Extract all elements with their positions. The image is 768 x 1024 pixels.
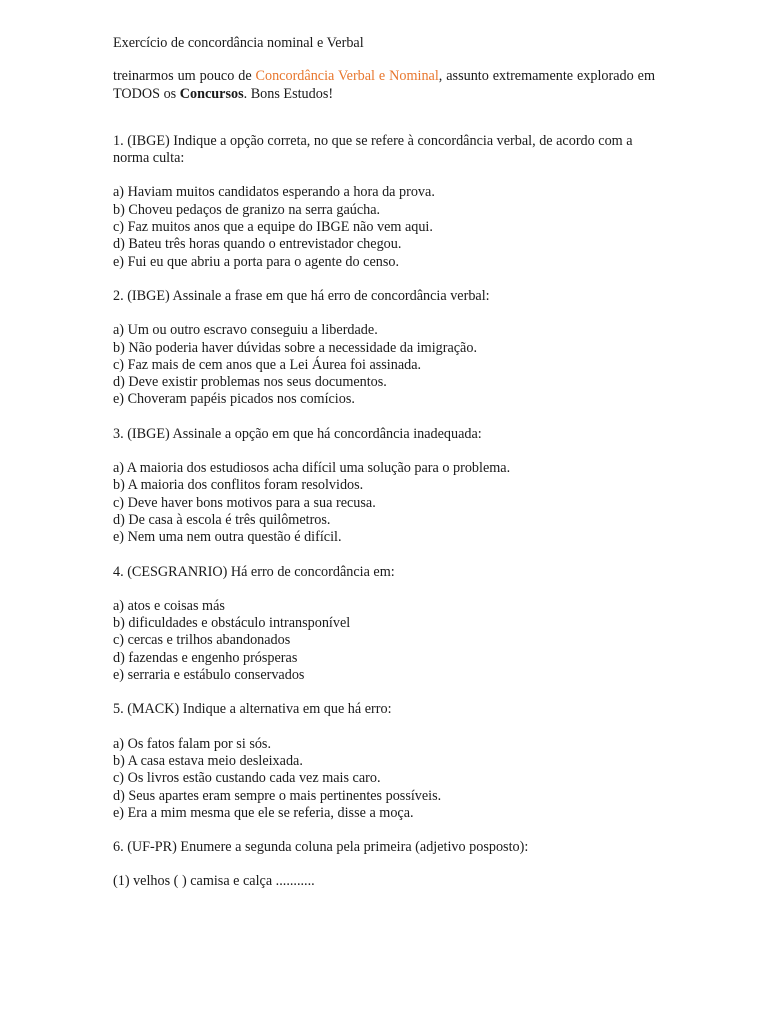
answer-option: (1) velhos ( ) camisa e calça ........... — [113, 873, 315, 890]
question-4 — [113, 564, 655, 685]
answer-option: b) Choveu pedaços de granizo na serra gaúcha. — [113, 201, 381, 218]
answer-option: a) Os fatos falam por si sós. — [113, 735, 272, 752]
answer-option: e) serraria e estábulo conservados — [113, 667, 305, 684]
answer-option: d) Deve existir problemas nos seus documentos. — [113, 374, 387, 391]
question-3 — [113, 426, 655, 547]
answer-option: c) Os livros estão custando cada vez mais caro. — [113, 770, 381, 787]
answer-option: c) Deve haver bons motivos para a sua recusa. — [113, 494, 376, 511]
question-1 — [113, 133, 655, 271]
answer-option: e) Nem uma nem outra questão é difícil. — [113, 529, 342, 546]
concordancia-link[interactable]: Concordância Verbal e Nominal — [255, 68, 439, 85]
answer-option: a) atos e coisas más — [113, 597, 225, 614]
answer-option: b) dificuldades e obstáculo intransponível — [113, 615, 351, 632]
answer-option: a) A maioria dos estudiosos acha difícil uma solução para o problema. — [113, 460, 511, 477]
answer-option: d) Bateu três horas quando o entrevistador chegou. — [113, 236, 402, 253]
intro-text-before: treinarmos um pouco de — [113, 68, 256, 85]
intro-text-middle: , assunto extremamente explorado em TODOS os — [113, 68, 655, 102]
answer-option: c) Faz mais de cem anos que a Lei Áurea foi assinada. — [113, 356, 422, 373]
question-stem: 1. (IBGE) Indique a opção correta, no que se refere à concordância verbal, de acordo com a norma culta: — [113, 132, 633, 167]
answer-option: b) A maioria dos conflitos foram resolvidos. — [113, 477, 364, 494]
answer-option: e) Fui eu que abriu a porta para o agente do censo. — [113, 253, 400, 270]
answer-option: c) Faz muitos anos que a equipe do IBGE não vem aqui. — [113, 219, 433, 236]
answer-option: a) Haviam muitos candidatos esperando a hora da prova. — [113, 184, 435, 201]
question-6 — [113, 839, 655, 891]
answer-option: e) Choveram papéis picados nos comícios. — [113, 391, 355, 408]
question-2 — [113, 288, 655, 409]
concursos-bold: Concursos — [179, 85, 244, 102]
question-5 — [113, 701, 655, 822]
answer-option: e) Era a mim mesma que ele se referia, disse a moça. — [113, 804, 414, 821]
answer-option: b) Não poderia haver dúvidas sobre a necessidade da imigração. — [113, 339, 477, 356]
answer-option: d) fazendas e engenho prósperas — [113, 649, 298, 666]
intro-text-after: . Bons Estudos! — [243, 85, 334, 102]
intro-paragraph — [113, 68, 655, 103]
question-stem: 5. (MACK) Indique a alternativa em que há erro: — [113, 701, 392, 718]
question-stem: 4. (CESGRANRIO) Há erro de concordância em: — [113, 563, 395, 580]
answer-option: d) Seus apartes eram sempre o mais pertinentes possíveis. — [113, 787, 442, 804]
answer-option: d) De casa à escola é três quilômetros. — [113, 511, 331, 528]
question-list — [113, 133, 655, 891]
question-stem: 3. (IBGE) Assinale a opção em que há concordância inadequada: — [113, 425, 482, 442]
question-stem: 2. (IBGE) Assinale a frase em que há erro de concordância verbal: — [113, 287, 490, 304]
document-body — [113, 35, 655, 908]
question-stem: 6. (UF-PR) Enumere a segunda coluna pela primeira (adjetivo posposto): — [113, 839, 529, 856]
document-title: Exercício de concordância nominal e Verbal — [113, 35, 364, 51]
answer-option: b) A casa estava meio desleixada. — [113, 752, 303, 769]
answer-option: a) Um ou outro escravo conseguiu a liberdade. — [113, 322, 378, 339]
answer-option: c) cercas e trilhos abandonados — [113, 632, 291, 649]
